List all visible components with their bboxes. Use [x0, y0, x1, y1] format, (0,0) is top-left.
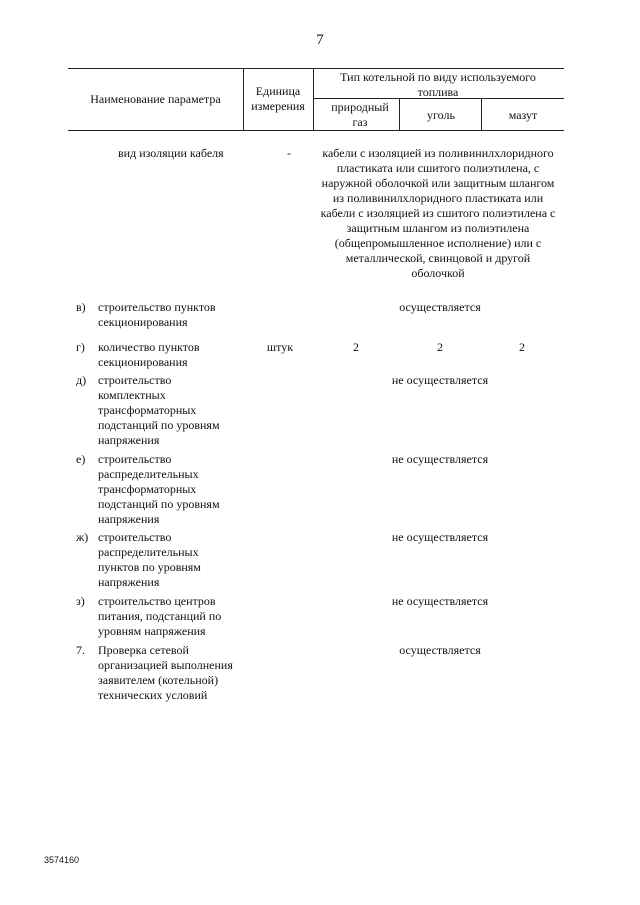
row-marker: г): [76, 340, 85, 354]
row-value-coal: 2: [437, 340, 443, 354]
header-bottom-rule: [68, 130, 564, 131]
header-fuel-oil: мазут: [508, 108, 538, 122]
row-marker: 7.: [76, 643, 85, 657]
header-divider-1: [243, 68, 244, 130]
row-unit: штук: [266, 340, 294, 354]
row-marker: з): [76, 594, 85, 608]
header-coal: уголь: [427, 108, 455, 122]
header-divider-2: [313, 68, 314, 130]
row-name: строительство пунктов секционирования: [98, 300, 216, 329]
row-name: строительство комплектных трансформаторных подстанций по уровням напряжения: [98, 373, 220, 447]
row-name: строительство распределительных трансформаторных подстанций по уровням напряжения: [98, 452, 220, 526]
row-value: осуществляется: [399, 643, 481, 657]
header-divider-3: [399, 98, 400, 130]
row-value: не осуществляется: [391, 594, 489, 608]
row-marker: в): [76, 300, 86, 314]
header-param-name: Наименование параметра: [90, 92, 221, 106]
table-top-rule: [68, 68, 564, 69]
row-value: не осуществляется: [391, 452, 489, 466]
row-value: кабели с изоляцией из поливинилхлоридного пластиката или сшитого полиэтилена, с наружной оболочкой или защитным шлангом из поливинилхлоридного пластиката или кабели с изоляцией из сшитого полиэтилена с защитным шлангом из полиэтилена (общепромышленное исполнение) или с металлической, свинцовой и другой оболочкой: [320, 146, 556, 280]
row-value: не осуществляется: [391, 373, 489, 387]
row-value-gas: 2: [353, 340, 359, 354]
row-marker: ж): [76, 530, 89, 544]
page-number: 7: [316, 32, 324, 48]
row-name: строительство распределительных пунктов по уровням напряжения: [98, 530, 201, 589]
row-name: строительство центров питания, подстанций по уровням напряжения: [98, 594, 222, 638]
row-value: осуществляется: [399, 300, 481, 314]
row-marker: д): [76, 373, 87, 387]
row-value-fuel-oil: 2: [519, 340, 525, 354]
header-boiler-type: Тип котельной по виду используемого топлива: [340, 70, 536, 99]
row-value: не осуществляется: [391, 530, 489, 544]
footer-document-code: 3574160: [44, 855, 80, 865]
header-divider-4: [481, 98, 482, 130]
row-name: количество пунктов секционирования: [98, 340, 200, 369]
header-gas: природный газ: [331, 100, 389, 129]
header-unit: Единица измерения: [251, 84, 305, 113]
row-name: вид изоляции кабеля: [118, 146, 224, 160]
row-marker: е): [76, 452, 86, 466]
row-name: Проверка сетевой организацией выполнения заявителем (котельной) технических условий: [98, 643, 233, 702]
row-unit: -: [287, 146, 291, 160]
